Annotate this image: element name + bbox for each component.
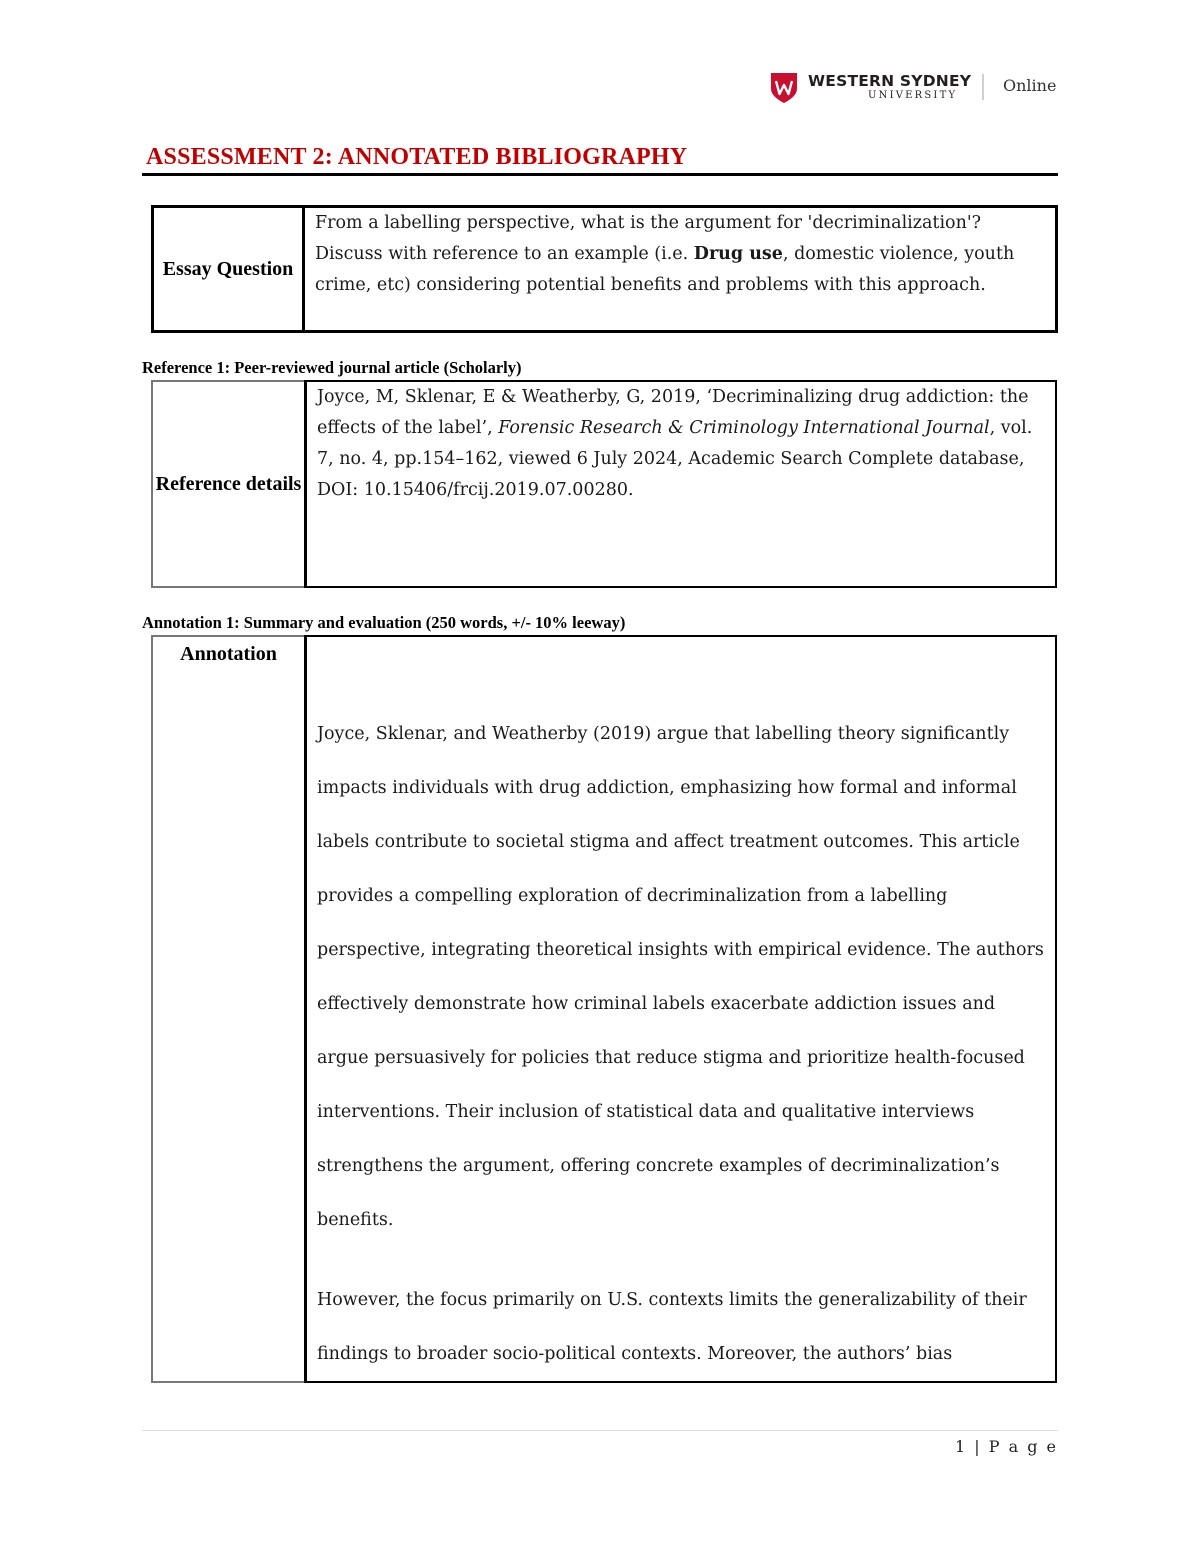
- annotation-paragraph: However, the focus primarily on U.S. contexts limits the generalizability of their findings to broader socio-political contexts. Moreover, the authors’ bias: [317, 1290, 1027, 1364]
- reference-heading: Reference 1: Peer-reviewed journal article (Scholarly): [142, 358, 522, 377]
- logo-subtitle: UNIVERSITY: [868, 90, 958, 101]
- logo-name: WESTERN SYDNEY: [808, 72, 972, 90]
- citation-journal: Forensic Research & Criminology International Journal: [498, 418, 990, 438]
- essay-text-bold: Drug use: [693, 244, 783, 264]
- citation-part: , vol. 7, no. 4, pp.154–162, viewed 6 July 2024, Academic Search Complete database, DOI: 10.15406/frcij.2019.07.00280.: [317, 418, 1033, 500]
- essay-question-label: Essay Question: [153, 207, 304, 332]
- annotation-heading: Annotation 1: Summary and evaluation (250 words, +/- 10% leeway): [142, 613, 626, 632]
- essay-question-table: [151, 205, 1058, 333]
- annotation-label: Annotation: [152, 636, 306, 1382]
- annotation-paragraph: Joyce, Sklenar, and Weatherby (2019) argue that labelling theory significantly impacts individuals with drug addiction, emphasizing how formal and informal labels contribute to societal stigma and affect treatment outcomes. This article provides a compelling exploration of decriminalization from a labelling perspective, integrating theoretical insights with empirical evidence. The authors effectively demonstrate how criminal labels exacerbate addiction issues and argue persuasively for policies that reduce stigma and prioritize health-focused interventions. Their inclusion of statistical data and qualitative interviews strengthens the argument, offering concrete examples of decriminalization’s benefits.: [317, 724, 1044, 1230]
- reference-details-label: Reference details: [152, 381, 306, 587]
- essay-question-text: [304, 207, 1057, 332]
- essay-text-part: , domestic violence, youth crime, etc) considering potential benefits and problems with this approach.: [315, 244, 1015, 295]
- university-logo: [770, 70, 1070, 106]
- logo-divider: [982, 74, 984, 100]
- title-underline: [142, 173, 1058, 176]
- page-number: 1 | P a g e: [954, 1437, 1058, 1456]
- logo-online-label: Online: [1003, 76, 1057, 95]
- annotation-body: [306, 636, 1057, 1382]
- essay-text-part: From a labelling perspective, what is the argument for 'decriminalization'? Discuss with reference to an example (i.e.: [315, 213, 982, 264]
- footer-divider: [142, 1430, 1058, 1431]
- reference-table: [151, 380, 1057, 588]
- page-title: ASSESSMENT 2: ANNOTATED BIBLIOGRAPHY: [146, 144, 688, 170]
- citation-part: Joyce, M, Sklenar, E & Weatherby, G, 2019, ‘Decriminalizing drug addiction: the effects of the label’,: [317, 387, 1029, 438]
- reference-citation: [306, 381, 1057, 587]
- annotation-table: [151, 635, 1057, 1383]
- shield-logo-icon: [770, 72, 798, 104]
